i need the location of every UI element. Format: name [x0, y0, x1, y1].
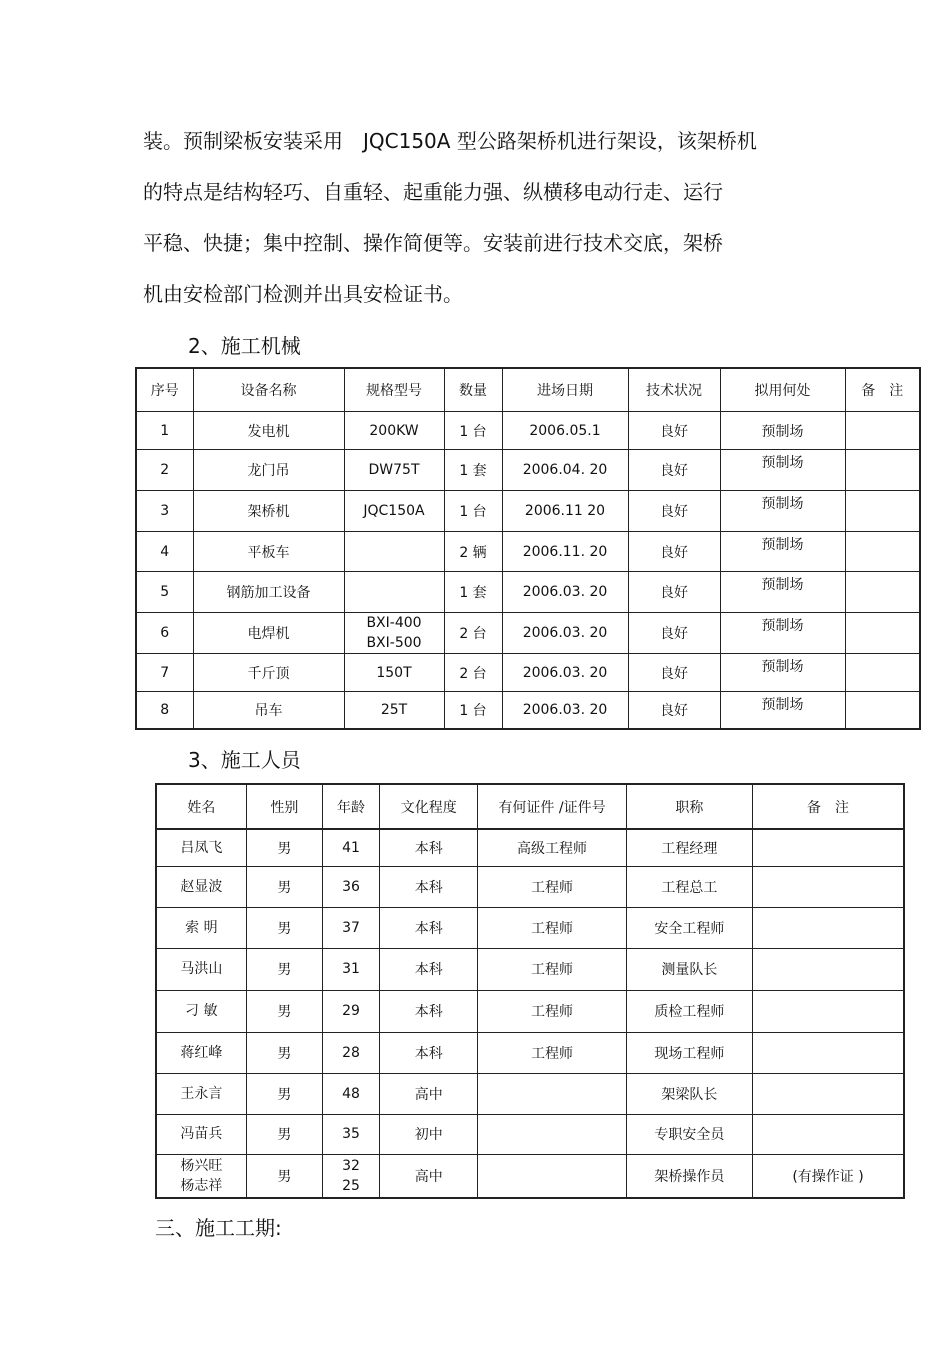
- equipment-qty: 1 台: [444, 491, 502, 532]
- staff-age-line: 41: [342, 839, 360, 856]
- equipment-note: [845, 450, 920, 491]
- equipment-no: 6: [136, 613, 193, 654]
- staff-title: 质检工程师: [626, 990, 752, 1032]
- staff-edu: 本科: [380, 866, 478, 907]
- equipment-spec: [344, 654, 444, 692]
- staff-note: [753, 1032, 904, 1073]
- equipment-no: 4: [136, 532, 193, 572]
- equipment-name: 吊车: [193, 692, 344, 729]
- equipment-qty: 2 台: [444, 613, 502, 654]
- staff-cert: 工程师: [478, 948, 626, 990]
- equipment-use: 预制场: [720, 692, 845, 729]
- staff-sex: 男: [246, 866, 322, 907]
- staff-age-line: 35: [342, 1126, 360, 1142]
- equipment-name: 龙门吊: [193, 450, 344, 491]
- equipment-name: 千斤顶: [193, 654, 344, 692]
- staff-row: [156, 1154, 904, 1198]
- equipment-table: [135, 367, 921, 730]
- equipment-note: [845, 692, 920, 729]
- section-three-heading: 三、施工工期:: [155, 1216, 282, 1240]
- equipment-note: [845, 491, 920, 532]
- staff-age: [322, 990, 379, 1032]
- staff-title: 工程经理: [626, 829, 752, 866]
- staff-name-line: 冯苗兵: [180, 1126, 223, 1142]
- staff-table: [155, 783, 905, 1199]
- staff-edu: 本科: [380, 907, 478, 948]
- equipment-header-cell: 序号: [136, 368, 193, 412]
- staff-age-line: 37: [342, 919, 360, 936]
- equipment-spec: [344, 532, 444, 572]
- staff-age: [322, 1032, 379, 1073]
- intro-paragraph: [143, 116, 803, 320]
- staff-name-line: 吕凤飞: [180, 839, 223, 856]
- intro-line-2: 的特点是结构轻巧、自重轻、起重能力强、纵横移电动行走、运行: [143, 180, 723, 204]
- equipment-spec: [344, 572, 444, 613]
- staff-sex: 男: [246, 829, 322, 866]
- staff-sex: 男: [246, 1073, 322, 1114]
- staff-note: [753, 990, 904, 1032]
- equipment-no: 2: [136, 450, 193, 491]
- staff-cert: 高级工程师: [478, 829, 626, 866]
- staff-sex: 男: [246, 907, 322, 948]
- staff-age: [322, 1073, 379, 1114]
- staff-edu: 初中: [380, 1114, 478, 1154]
- equipment-note: [845, 613, 920, 654]
- staff-age-line: 29: [342, 1003, 360, 1019]
- equipment-header-row: [136, 368, 920, 412]
- intro-line-1: 装。预制梁板安装采用 JQC150A 型公路架桥机进行架设，该架桥机: [143, 129, 757, 153]
- equipment-use: 预制场: [720, 532, 845, 572]
- equipment-row: [136, 450, 920, 491]
- staff-name-line: 杨志祥: [180, 1177, 223, 1194]
- staff-age: [322, 907, 379, 948]
- equipment-row: [136, 412, 920, 450]
- staff-name-line: 赵显波: [180, 878, 223, 895]
- intro-line-3: 平稳、快捷；集中控制、操作简便等。安装前进行技术交底，架桥: [143, 231, 723, 255]
- equipment-header-cell: 备 注: [845, 368, 920, 412]
- staff-age: [322, 948, 379, 990]
- staff-title: 架梁队长: [626, 1073, 752, 1114]
- equipment-qty: 2 辆: [444, 532, 502, 572]
- equipment-row: [136, 692, 920, 729]
- equipment-use: 预制场: [720, 450, 845, 491]
- equipment-qty: 1 套: [444, 572, 502, 613]
- staff-title: 工程总工: [626, 866, 752, 907]
- staff-cert: [478, 1154, 626, 1198]
- staff-age-line: 25: [342, 1177, 360, 1194]
- equipment-qty: 1 台: [444, 692, 502, 729]
- staff-age-line: 31: [342, 961, 360, 977]
- staff-title: 架桥操作员: [626, 1154, 752, 1198]
- equipment-spec: [344, 613, 444, 654]
- equipment-status: 良好: [628, 692, 720, 729]
- equipment-spec-line: DW75T: [368, 462, 420, 478]
- equipment-header-cell: 技术状况: [628, 368, 720, 412]
- equipment-row: [136, 654, 920, 692]
- equipment-row: [136, 491, 920, 532]
- equipment-spec-line: 25T: [380, 701, 408, 718]
- staff-note: [753, 1073, 904, 1114]
- equipment-status: 良好: [628, 450, 720, 491]
- staff-name: [156, 1154, 246, 1198]
- staff-name: [156, 990, 246, 1032]
- staff-name: [156, 948, 246, 990]
- staff-title: 现场工程师: [626, 1032, 752, 1073]
- staff-edu: 本科: [380, 829, 478, 866]
- staff-name-line: 刁 敏: [185, 1003, 218, 1019]
- staff-name: [156, 907, 246, 948]
- equipment-row: [136, 572, 920, 613]
- staff-header-cell: 性别: [246, 784, 322, 829]
- staff-row: [156, 948, 904, 990]
- staff-cert: [478, 1073, 626, 1114]
- staff-header-row: [156, 784, 904, 829]
- equipment-name: 平板车: [193, 532, 344, 572]
- staff-cert: 工程师: [478, 1032, 626, 1073]
- staff-row: [156, 990, 904, 1032]
- staff-name: [156, 866, 246, 907]
- equipment-date: 2006.03. 20: [502, 572, 628, 613]
- staff-row: [156, 907, 904, 948]
- equipment-row: [136, 532, 920, 572]
- equipment-name: 发电机: [193, 412, 344, 450]
- staff-age-line: 36: [342, 878, 360, 895]
- staff-sex: 男: [246, 1154, 322, 1198]
- staff-row: [156, 866, 904, 907]
- equipment-spec-line: BXI-400: [366, 615, 422, 631]
- equipment-use: 预制场: [720, 613, 845, 654]
- staff-note: [753, 1114, 904, 1154]
- intro-line-4: 机由安检部门检测并出具安检证书。: [143, 282, 463, 306]
- staff-cert: 工程师: [478, 990, 626, 1032]
- equipment-no: 7: [136, 654, 193, 692]
- staff-title: 专职安全员: [626, 1114, 752, 1154]
- section-3-heading: 3、施工人员: [188, 748, 301, 772]
- staff-note: [753, 829, 904, 866]
- staff-note: [753, 866, 904, 907]
- equipment-qty: 1 台: [444, 412, 502, 450]
- staff-cert: [478, 1114, 626, 1154]
- equipment-row: [136, 613, 920, 654]
- staff-age-line: 28: [342, 1044, 360, 1061]
- staff-title: 安全工程师: [626, 907, 752, 948]
- equipment-date: 2006.04. 20: [502, 450, 628, 491]
- staff-name-line: 王永言: [180, 1085, 223, 1102]
- staff-age: [322, 1114, 379, 1154]
- staff-note: (有操作证 ): [753, 1154, 904, 1198]
- staff-name: [156, 829, 246, 866]
- equipment-use: 预制场: [720, 654, 845, 692]
- equipment-no: 8: [136, 692, 193, 729]
- equipment-use: 预制场: [720, 491, 845, 532]
- equipment-spec-line: 200KW: [369, 422, 419, 439]
- equipment-status: 良好: [628, 572, 720, 613]
- staff-name: [156, 1114, 246, 1154]
- staff-name: [156, 1073, 246, 1114]
- staff-header-cell: 职称: [626, 784, 752, 829]
- staff-header-cell: 有何证件 /证件号: [478, 784, 626, 829]
- staff-name-line: 杨兴旺: [180, 1157, 223, 1174]
- staff-note: [753, 948, 904, 990]
- staff-age-line: 48: [342, 1085, 360, 1102]
- equipment-status: 良好: [628, 613, 720, 654]
- staff-name-line: 马洪山: [180, 961, 223, 977]
- equipment-spec: [344, 491, 444, 532]
- equipment-no: 3: [136, 491, 193, 532]
- equipment-note: [845, 532, 920, 572]
- equipment-spec-line: BXI-500: [366, 635, 422, 651]
- equipment-note: [845, 412, 920, 450]
- staff-row: [156, 1073, 904, 1114]
- staff-header-cell: 备 注: [753, 784, 904, 829]
- equipment-date: 2006.11 20: [502, 491, 628, 532]
- equipment-no: 1: [136, 412, 193, 450]
- equipment-qty: 1 套: [444, 450, 502, 491]
- staff-edu: 本科: [380, 948, 478, 990]
- staff-age: [322, 829, 379, 866]
- equipment-spec-line: JQC150A: [363, 503, 425, 519]
- equipment-date: 2006.03. 20: [502, 613, 628, 654]
- staff-header-cell: 文化程度: [380, 784, 478, 829]
- equipment-header-cell: 数量: [444, 368, 502, 412]
- equipment-date: 2006.03. 20: [502, 692, 628, 729]
- equipment-status: 良好: [628, 491, 720, 532]
- equipment-header-cell: 规格型号: [344, 368, 444, 412]
- equipment-note: [845, 654, 920, 692]
- equipment-spec-line: 150T: [376, 664, 412, 681]
- equipment-header-cell: 设备名称: [193, 368, 344, 412]
- equipment-header-cell: 拟用何处: [720, 368, 845, 412]
- staff-row: [156, 829, 904, 866]
- equipment-status: 良好: [628, 654, 720, 692]
- staff-age: [322, 1154, 379, 1198]
- staff-edu: 本科: [380, 1032, 478, 1073]
- staff-edu: 高中: [380, 1154, 478, 1198]
- section-2-heading: 2、施工机械: [188, 334, 301, 358]
- equipment-date: 2006.11. 20: [502, 532, 628, 572]
- equipment-spec: [344, 692, 444, 729]
- staff-sex: 男: [246, 990, 322, 1032]
- equipment-use: 预制场: [720, 412, 845, 450]
- staff-age: [322, 866, 379, 907]
- staff-cert: 工程师: [478, 866, 626, 907]
- staff-sex: 男: [246, 948, 322, 990]
- equipment-status: 良好: [628, 532, 720, 572]
- staff-name-line: 蒋红峰: [180, 1044, 223, 1061]
- staff-sex: 男: [246, 1032, 322, 1073]
- equipment-name: 电焊机: [193, 613, 344, 654]
- equipment-note: [845, 572, 920, 613]
- staff-edu: 高中: [380, 1073, 478, 1114]
- staff-row: [156, 1114, 904, 1154]
- staff-name-line: 索 明: [185, 919, 218, 936]
- equipment-no: 5: [136, 572, 193, 613]
- staff-name: [156, 1032, 246, 1073]
- staff-edu: 本科: [380, 990, 478, 1032]
- equipment-qty: 2 台: [444, 654, 502, 692]
- staff-note: [753, 907, 904, 948]
- equipment-spec: [344, 412, 444, 450]
- equipment-name: 钢筋加工设备: [193, 572, 344, 613]
- equipment-spec: [344, 450, 444, 491]
- equipment-header-cell: 进场日期: [502, 368, 628, 412]
- equipment-date: 2006.05.1: [502, 412, 628, 450]
- equipment-status: 良好: [628, 412, 720, 450]
- staff-header-cell: 姓名: [156, 784, 246, 829]
- equipment-use: 预制场: [720, 572, 845, 613]
- staff-title: 测量队长: [626, 948, 752, 990]
- staff-age-line: 32: [342, 1157, 360, 1174]
- staff-row: [156, 1032, 904, 1073]
- staff-header-cell: 年龄: [322, 784, 379, 829]
- staff-sex: 男: [246, 1114, 322, 1154]
- staff-cert: 工程师: [478, 907, 626, 948]
- equipment-name: 架桥机: [193, 491, 344, 532]
- equipment-date: 2006.03. 20: [502, 654, 628, 692]
